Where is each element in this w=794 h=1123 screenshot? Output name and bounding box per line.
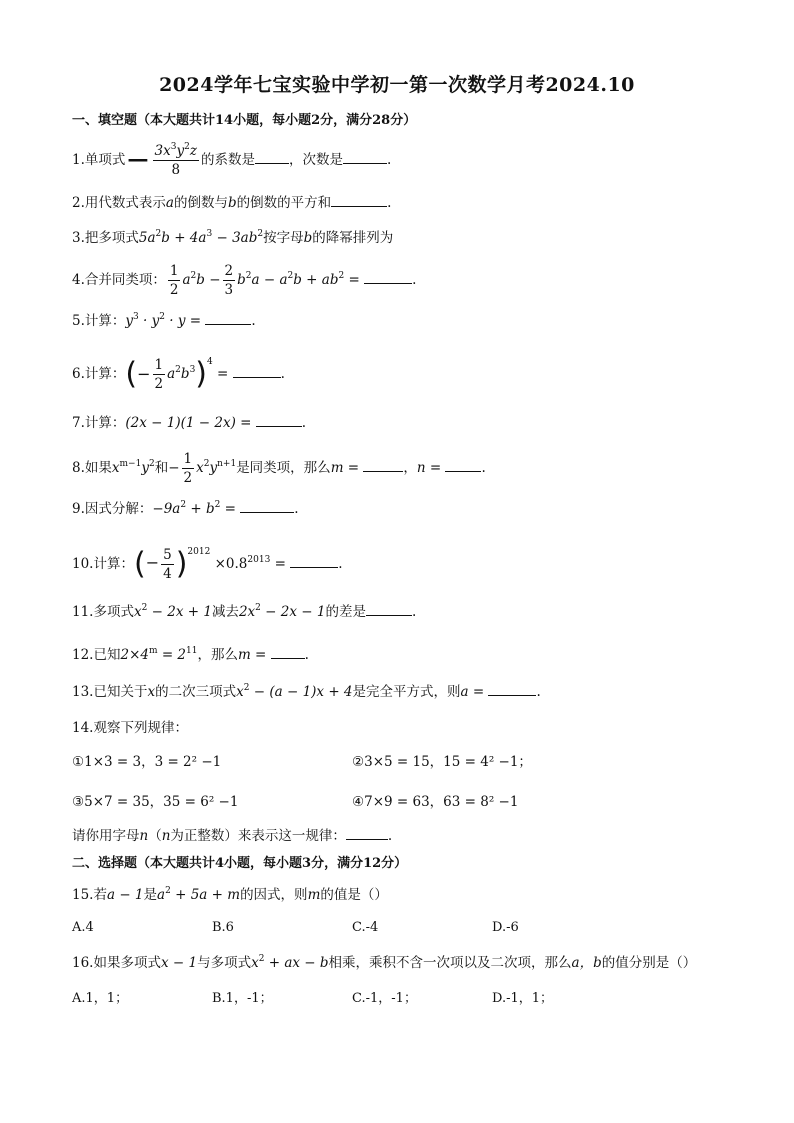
question-13: 13.已知关于x的二次三项式$x^2 - (a - 1)x + 4$是完全平方式，则a = . [72, 683, 541, 700]
option-d[interactable]: D.-6 [492, 920, 519, 935]
answer-blank[interactable] [331, 194, 387, 207]
question-15: 15.若a − 1是$a^2 + 5a + m$的因式，则m的值是（） [72, 886, 388, 903]
option-a[interactable]: A.4 [72, 920, 94, 935]
option-c[interactable]: C.-1，-1； [352, 991, 417, 1006]
answer-blank[interactable] [233, 365, 281, 378]
question-4: 4.合并同类项： $\frac{1}{2}$ $a^2b$ − $\frac{2}{3}$ $b^2a - a^2b + ab^2$ = . [72, 263, 417, 298]
option-d[interactable]: D.-1，1； [492, 991, 554, 1006]
answer-blank[interactable] [256, 414, 302, 427]
question-5: 5.计算：$y^3 \cdot y^2 \cdot y$ = . [72, 312, 256, 329]
option-c[interactable]: C.-4 [352, 920, 379, 935]
answer-blank[interactable] [255, 151, 289, 164]
section-fill-blank-heading: 一、填空题（本大题共计14小题，每小题2分，满分28分） [72, 113, 417, 128]
question-1: 1.单项式− $\frac{3x^3y^2z}{8}$ 的系数是 ，次数是 . [72, 142, 392, 178]
question-14-ask: 请你用字母n（n为正整数）来表示这一规律： . [72, 828, 393, 844]
answer-blank[interactable] [290, 555, 338, 568]
pattern-1: ①1×3 = 3，3 = 2² −1 [72, 754, 222, 770]
answer-blank[interactable] [363, 459, 403, 472]
question-9: 9.因式分解：$-9a^2 + b^2$ = . [72, 500, 299, 517]
answer-blank[interactable] [366, 603, 412, 616]
answer-blank[interactable] [364, 271, 412, 284]
question-6: 6.计算：(− $\frac{1}{2}$ $a^2b^3)^4$ = . [72, 356, 285, 392]
question-3: 3.把多项式$5a^2b + 4a^3 - 3ab^2$按字母b的降幂排列为 [72, 229, 394, 246]
answer-blank[interactable] [240, 500, 294, 513]
page-title: 2024学年七宝实验中学初一第一次数学月考2024.10 [159, 74, 635, 96]
answer-blank[interactable] [343, 151, 387, 164]
answer-blank[interactable] [205, 312, 251, 325]
question-12: 12.已知$2\times 4^m = 2^{11}$，那么m = . [72, 646, 309, 663]
question-7: 7.计算：(2x − 1)(1 − 2x) = . [72, 415, 307, 431]
question-2: 2.用代数式表示a的倒数与b的倒数的平方和 . [72, 195, 392, 211]
option-b[interactable]: B.1，-1； [212, 991, 273, 1006]
option-b[interactable]: B.6 [212, 920, 234, 935]
section-choice-heading: 二、选择题（本大题共计4小题，每小题3分，满分12分） [72, 856, 408, 871]
question-10: 10.计算：(− $\frac{5}{4}$ )$^{2012} \times 0.8^{2013}$ = . [72, 546, 343, 582]
question-16: 16.如果多项式x − 1与多项式$x^2$ + ax − b相乘，乘积不含一次项以及二次项，那么a，b的值分别是（） [72, 954, 697, 971]
answer-blank[interactable] [271, 646, 305, 659]
option-a[interactable]: A.1，1； [72, 991, 129, 1006]
answer-blank[interactable] [488, 683, 536, 696]
pattern-3: ③5×7 = 35，35 = 6² −1 [72, 794, 239, 810]
question-14: 14.观察下列规律： [72, 720, 188, 736]
question-8: 8.如果$x^{m-1}y^2$和− $\frac{1}{2}$ $x^2y^{n+1}$是同类项，那么m = ，n = . [72, 451, 486, 486]
answer-blank[interactable] [346, 827, 388, 840]
question-11: 11.多项式$x^2 - 2x + 1$减去$2x^2 - 2x - 1$的差是 . [72, 603, 417, 620]
pattern-2: ②3×5 = 15，15 = 4² −1； [352, 754, 532, 770]
answer-blank[interactable] [445, 459, 481, 472]
pattern-4: ④7×9 = 63，63 = 8² −1 [352, 794, 519, 810]
